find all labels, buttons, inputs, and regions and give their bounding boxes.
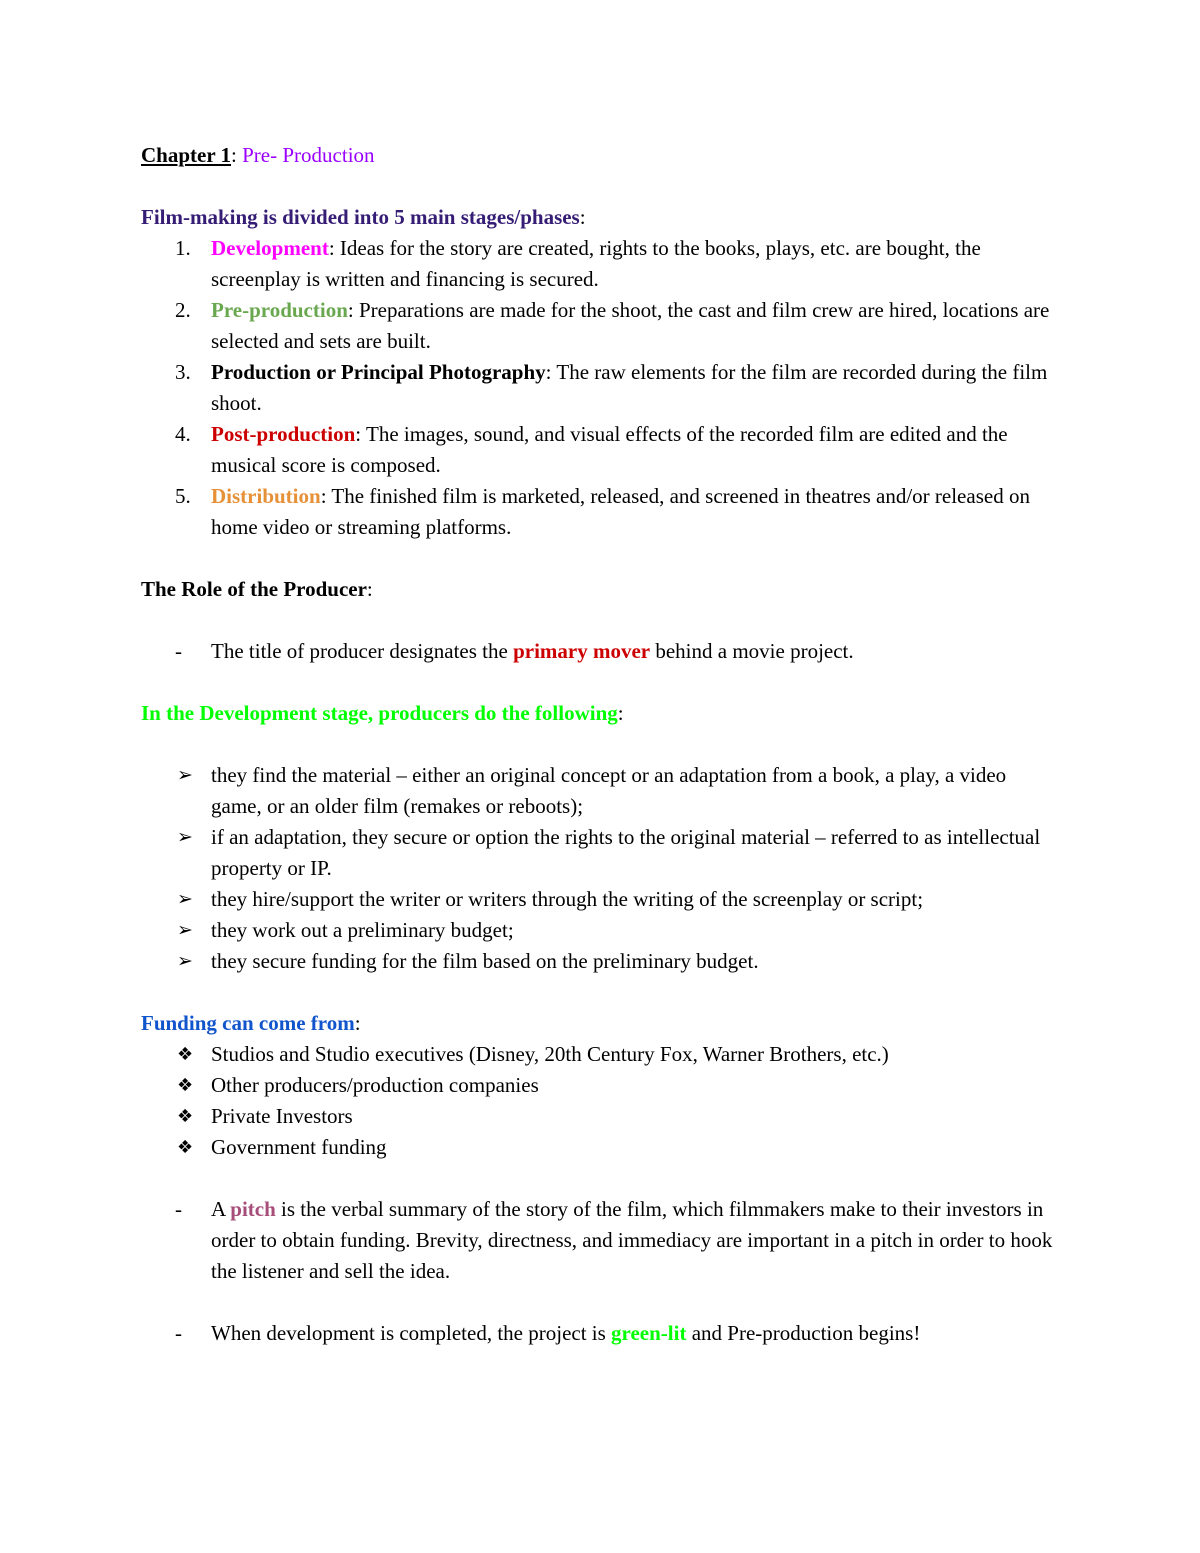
- chapter-separator: :: [231, 143, 243, 167]
- pitch-list: [141, 1194, 1061, 1287]
- diamond-bullet-icon: ❖: [177, 1075, 194, 1096]
- list-item: [141, 636, 1061, 667]
- funding-item-text: Studios and Studio executives (Disney, 20th Century Fox, Warner Brothers, etc.): [211, 1042, 889, 1066]
- development-item-text: if an adaptation, they secure or option the rights to the original material – referred to as intellectual property or IP.: [211, 825, 1041, 880]
- funding-item-text: Private Investors: [211, 1104, 353, 1128]
- list-number: 3.: [175, 360, 191, 384]
- list-item: [141, 1194, 1061, 1287]
- development-item-text: they hire/support the writer or writers through the writing of the screenplay or script;: [211, 887, 924, 911]
- arrow-bullet-icon: ➢: [177, 919, 193, 941]
- list-item: [141, 822, 1061, 884]
- stages-list: [141, 233, 1061, 543]
- list-item: [141, 1039, 1061, 1070]
- stages-heading-text: Film-making is divided into 5 main stages/phases: [141, 205, 580, 229]
- greenlit-text-after: and Pre-production begins!: [686, 1321, 921, 1345]
- funding-list: [141, 1039, 1061, 1163]
- list-number: 1.: [175, 236, 191, 260]
- producer-role-heading-suffix: :: [366, 577, 373, 601]
- list-number: 2.: [175, 298, 191, 322]
- dash-bullet: -: [175, 1197, 182, 1221]
- funding-heading-text: Funding can come from: [141, 1011, 355, 1035]
- funding-heading-suffix: :: [354, 1011, 361, 1035]
- stage-term: Distribution: [211, 484, 321, 508]
- stage-description: : Preparations are made for the shoot, the cast and film crew are hired, locations are selected and sets are built.: [211, 298, 1050, 353]
- stage-term: Development: [211, 236, 329, 260]
- spacer: [141, 1163, 1061, 1194]
- funding-item-text: Government funding: [211, 1135, 387, 1159]
- development-item-text: they work out a preliminary budget;: [211, 918, 514, 942]
- stage-term: Post-production: [211, 422, 356, 446]
- diamond-bullet-icon: ❖: [177, 1106, 194, 1127]
- list-item: [141, 481, 1061, 543]
- greenlit-text-before: When development is completed, the project is: [211, 1321, 612, 1345]
- arrow-bullet-icon: ➢: [177, 888, 193, 910]
- list-item: [141, 1132, 1061, 1163]
- dash-bullet: -: [175, 1321, 182, 1345]
- stage-description: : Ideas for the story are created, rights to the books, plays, etc. are bought, the screenplay is written and financing is secured.: [211, 236, 981, 291]
- document-page: [141, 140, 1061, 1349]
- primary-mover-emphasis: primary mover: [513, 639, 651, 663]
- spacer: [141, 543, 1061, 574]
- list-item: [141, 946, 1061, 977]
- spacer: [141, 605, 1061, 636]
- funding-heading: [141, 1008, 1061, 1039]
- development-list: [141, 760, 1061, 977]
- list-item: [141, 760, 1061, 822]
- pitch-text-after: is the verbal summary of the story of the film, which filmmakers make to their investors in order to obtain funding. Brevity, directness, and immediacy are important in a pitch in order to hook the listener and sell the idea.: [211, 1197, 1053, 1283]
- list-item: [141, 1070, 1061, 1101]
- stage-term: Production or Principal Photography: [211, 360, 546, 384]
- chapter-subtitle: Pre- Production: [242, 143, 375, 167]
- development-item-text: they secure funding for the film based on the preliminary budget.: [211, 949, 759, 973]
- list-number: 4.: [175, 422, 191, 446]
- spacer: [141, 729, 1061, 760]
- stage-description: : The finished film is marketed, released, and screened in theatres and/or released on home video or streaming platforms.: [211, 484, 1030, 539]
- arrow-bullet-icon: ➢: [177, 826, 193, 848]
- producer-role-list: [141, 636, 1061, 667]
- producer-role-heading-text: The Role of the Producer: [141, 577, 367, 601]
- list-item: [141, 419, 1061, 481]
- development-heading-text: In the Development stage, producers do the following: [141, 701, 618, 725]
- development-heading: [141, 698, 1061, 729]
- greenlit-list: [141, 1318, 1061, 1349]
- spacer: [141, 1287, 1061, 1318]
- stage-description: : The images, sound, and visual effects of the recorded film are edited and the musical score is composed.: [211, 422, 1008, 477]
- producer-role-text-after: behind a movie project.: [650, 639, 854, 663]
- dash-bullet: -: [175, 639, 182, 663]
- pitch-text-before: A: [211, 1197, 231, 1221]
- chapter-label: Chapter 1: [141, 143, 232, 167]
- diamond-bullet-icon: ❖: [177, 1137, 194, 1158]
- arrow-bullet-icon: ➢: [177, 764, 193, 786]
- spacer: [141, 977, 1061, 1008]
- list-item: [141, 357, 1061, 419]
- diamond-bullet-icon: ❖: [177, 1044, 194, 1065]
- list-item: [141, 1101, 1061, 1132]
- development-heading-suffix: :: [617, 701, 624, 725]
- stages-heading: [141, 202, 1061, 233]
- stages-heading-suffix: :: [579, 205, 586, 229]
- list-item: [141, 1318, 1061, 1349]
- spacer: [141, 667, 1061, 698]
- arrow-bullet-icon: ➢: [177, 950, 193, 972]
- stage-term: Pre-production: [211, 298, 348, 322]
- stage-description: : The raw elements for the film are recorded during the film shoot.: [211, 360, 1048, 415]
- greenlit-emphasis: green-lit: [611, 1321, 687, 1345]
- spacer: [141, 171, 1061, 202]
- list-number: 5.: [175, 484, 191, 508]
- list-item: [141, 884, 1061, 915]
- list-item: [141, 295, 1061, 357]
- chapter-title: [141, 140, 1061, 171]
- producer-role-text-before: The title of producer designates the: [211, 639, 514, 663]
- development-item-text: they find the material – either an original concept or an adaptation from a book, a play, a video game, or an older film (remakes or reboots);: [211, 763, 1007, 818]
- funding-item-text: Other producers/production companies: [211, 1073, 539, 1097]
- pitch-emphasis: pitch: [230, 1197, 276, 1221]
- list-item: [141, 915, 1061, 946]
- producer-role-heading: [141, 574, 1061, 605]
- list-item: [141, 233, 1061, 295]
